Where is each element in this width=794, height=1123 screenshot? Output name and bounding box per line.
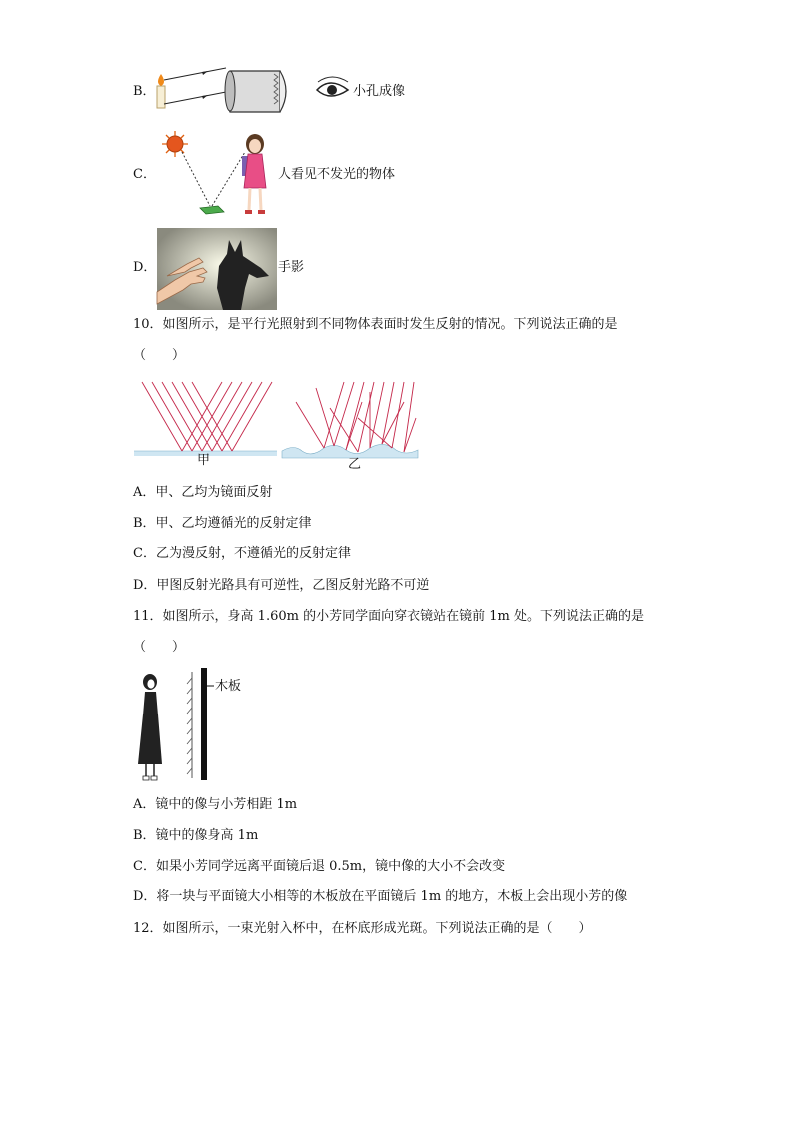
q10-option-a: A．甲、乙均为镜面反射 — [133, 485, 273, 500]
option-d-letter: D． — [133, 260, 157, 275]
q11-option-d: D．将一块与平面镜大小相等的木板放在平面镜后 1m 的地方，木板上会出现小芳的像 — [133, 889, 628, 904]
q10-stem: 10．如图所示，是平行光照射到不同物体表面时发生反射的情况。下列说法正确的是 — [133, 317, 618, 332]
q10-option-c: C．乙为漫反射，不遵循光的反射定律 — [133, 546, 351, 561]
candle-pinhole-figure — [152, 66, 352, 118]
q10-option-d: D．甲图反射光路具有可逆性，乙图反射光路不可逆 — [133, 578, 430, 593]
q11-option-c: C．如果小芳同学远离平面镜后退 0.5m，镜中像的大小不会改变 — [133, 859, 506, 874]
option-c-caption: 人看见不发光的物体 — [278, 167, 396, 182]
option-c-letter: C． — [133, 167, 156, 182]
q10-answer-paren: （ ） — [133, 348, 186, 363]
q11-stem: 11．如图所示，身高 1.60m 的小芳同学面向穿衣镜站在镜前 1m 处。下列说法正确的是 — [133, 609, 644, 624]
q10-fig-label-jia: 甲 — [197, 453, 211, 468]
option-d-caption: 手影 — [278, 260, 305, 275]
reflection-figure — [134, 378, 424, 473]
mirror-girl-figure — [134, 668, 214, 784]
q10-fig-label-yi: 乙 — [348, 457, 362, 472]
q11-option-a: A．镜中的像与小芳相距 1m — [133, 797, 298, 812]
option-b-letter: B． — [133, 84, 156, 99]
q11-fig-label-board: 木板 — [215, 679, 242, 694]
option-b-caption: 小孔成像 — [353, 84, 406, 99]
q12-stem: 12．如图所示，一束光射入杯中，在杯底形成光斑。下列说法正确的是（ ） — [133, 921, 592, 936]
hand-shadow-figure — [157, 228, 277, 310]
q11-option-b: B．镜中的像身高 1m — [133, 828, 259, 843]
q10-option-b: B．甲、乙均遵循光的反射定律 — [133, 516, 312, 531]
q11-answer-paren: （ ） — [133, 640, 186, 655]
sun-book-girl-figure — [160, 130, 275, 220]
